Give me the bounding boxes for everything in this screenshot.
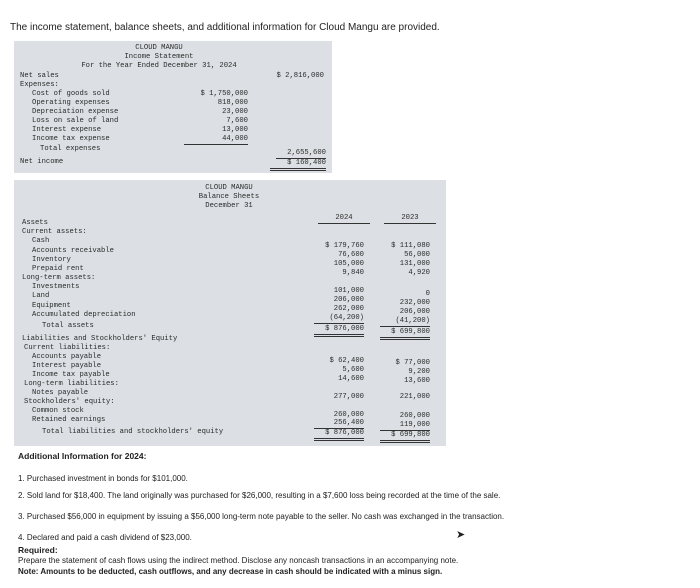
expense-value: 818,000 [217, 99, 248, 107]
intro-text: The income statement, balance sheets, and additional information for Cloud Mangu are provided. [10, 22, 440, 33]
equity-label: Retained earnings [32, 416, 106, 424]
assets-label: Assets [22, 219, 48, 227]
income-statement-panel [14, 41, 332, 173]
equity-2023: 119,000 [380, 421, 430, 431]
liability-2024: $ 62,400 [329, 357, 364, 365]
asset-label: Inventory [32, 256, 71, 264]
expense-value: 23,000 [222, 108, 248, 116]
total-expenses-value: 2,655,600 [276, 149, 326, 159]
net-income-value: $ 160,400 [270, 159, 326, 171]
equity-2023: 260,000 [399, 412, 430, 420]
equity-label: Common stock [32, 407, 84, 415]
asset-2024: 101,000 [333, 287, 364, 295]
equity-2024: 256,400 [314, 419, 364, 429]
liability-2023: 13,600 [404, 377, 430, 385]
liabilities-equity-label: Liabilities and Stockholders' Equity [22, 335, 178, 343]
total-assets-2023: $ 699,800 [380, 328, 430, 340]
required-heading: Required: [18, 545, 58, 555]
expense-value: 7,600 [226, 117, 248, 125]
asset-2023: 131,000 [399, 260, 430, 268]
asset-2023: (41,200) [380, 317, 430, 327]
current-assets-label: Current assets: [22, 228, 87, 236]
expense-label: Cost of goods sold [32, 90, 110, 98]
net-sales-label: Net sales [20, 72, 59, 80]
asset-2023: 56,000 [404, 251, 430, 259]
net-sales-value: $ 2,816,000 [276, 72, 324, 80]
balance-company: CLOUD MANGU [205, 184, 253, 192]
asset-2024: 76,600 [338, 251, 364, 259]
expense-label: Depreciation expense [32, 108, 119, 116]
additional-item: 1. Purchased investment in bonds for $101,000. [18, 474, 188, 483]
income-period: For the Year Ended December 31, 2024 [81, 62, 237, 70]
additional-item: 3. Purchased $56,000 in equipment by issuing a $56,000 long-term note payable to the seller. No cash was exchanged in the transaction. [18, 512, 505, 521]
asset-label: Equipment [32, 302, 71, 310]
total-expenses-label: Total expenses [40, 145, 101, 153]
expense-label: Loss on sale of land [32, 117, 119, 125]
expense-label: Interest expense [32, 126, 102, 134]
cursor-arrow-icon: ➤ [456, 529, 466, 541]
col-2023-header: 2023 [384, 214, 436, 224]
asset-2023: 206,000 [399, 308, 430, 316]
income-title: Income Statement [124, 53, 194, 61]
expenses-label: Expenses: [20, 81, 59, 89]
additional-item: 2. Sold land for $18,400. The land originally was purchased for $26,000, resulting in a $7,600 loss being recorded at the time of the sale. [18, 491, 501, 500]
total-assets-label: Total assets [42, 322, 94, 330]
liability-2023: 9,200 [408, 368, 430, 376]
total-assets-2024: $ 876,000 [314, 325, 364, 337]
expense-value: $ 1,750,000 [200, 90, 248, 98]
additional-item: 4. Declared and paid a cash dividend of $23,000. [18, 533, 192, 542]
asset-2023: 4,920 [408, 269, 430, 277]
long-term-assets-label: Long-term assets: [22, 274, 96, 282]
additional-info-heading: Additional Information for 2024: [18, 451, 147, 461]
asset-2023: 0 [425, 290, 430, 298]
current-liabilities-label: Current liabilities: [24, 344, 111, 352]
balance-title: Balance Sheets [198, 193, 260, 201]
balance-sheet-panel [14, 180, 446, 446]
asset-label: Land [32, 292, 50, 300]
expense-value: 13,000 [222, 126, 248, 134]
balance-date: December 31 [205, 202, 253, 210]
asset-label: Investments [32, 283, 80, 291]
notes-payable-2024: 277,000 [333, 393, 364, 401]
notes-payable-2023: 221,000 [399, 393, 430, 401]
liability-2024: 14,600 [338, 375, 364, 383]
asset-2024: (64,200) [314, 314, 364, 324]
net-income-label: Net income [20, 158, 64, 166]
required-note: Note: Amounts to be deducted, cash outflows, and any decrease in cash should be indicated with a minus sign. [18, 567, 443, 576]
income-company: CLOUD MANGU [135, 44, 183, 52]
asset-label: Accounts receivable [32, 247, 114, 255]
liability-label: Interest payable [32, 362, 102, 370]
required-text: Prepare the statement of cash flows using the indirect method. Disclose any noncash transactions in an accompanying note. [18, 556, 459, 565]
asset-2024: 9,840 [342, 269, 364, 277]
asset-label: Cash [32, 237, 50, 245]
liability-2024: 5,600 [342, 366, 364, 374]
expense-value: 44,000 [184, 135, 248, 145]
asset-2023: 232,000 [399, 299, 430, 307]
notes-payable-label: Notes payable [32, 389, 89, 397]
total-liabilities-equity-label: Total liabilities and stockholders' equity [42, 428, 224, 436]
long-term-liabilities-label: Long-term liabilities: [24, 380, 119, 388]
stockholders-equity-label: Stockholders' equity: [24, 398, 115, 406]
expense-label: Operating expenses [32, 99, 110, 107]
equity-2024: 260,000 [333, 411, 364, 419]
expense-label: Income tax expense [32, 135, 110, 143]
asset-2024: 206,000 [333, 296, 364, 304]
liability-2023: $ 77,000 [395, 359, 430, 367]
asset-2024: 105,000 [333, 260, 364, 268]
col-2024-header: 2024 [318, 214, 370, 224]
liability-label: Accounts payable [32, 353, 102, 361]
liability-label: Income tax payable [32, 371, 110, 379]
total-le-2024: $ 876,000 [314, 429, 364, 441]
asset-2023: $ 111,080 [391, 242, 430, 250]
asset-2024: $ 179,760 [325, 242, 364, 250]
asset-label: Prepaid rent [32, 265, 84, 273]
asset-label: Accumulated depreciation [32, 311, 136, 319]
asset-2024: 262,000 [333, 305, 364, 313]
total-le-2023: $ 699,800 [380, 431, 430, 443]
